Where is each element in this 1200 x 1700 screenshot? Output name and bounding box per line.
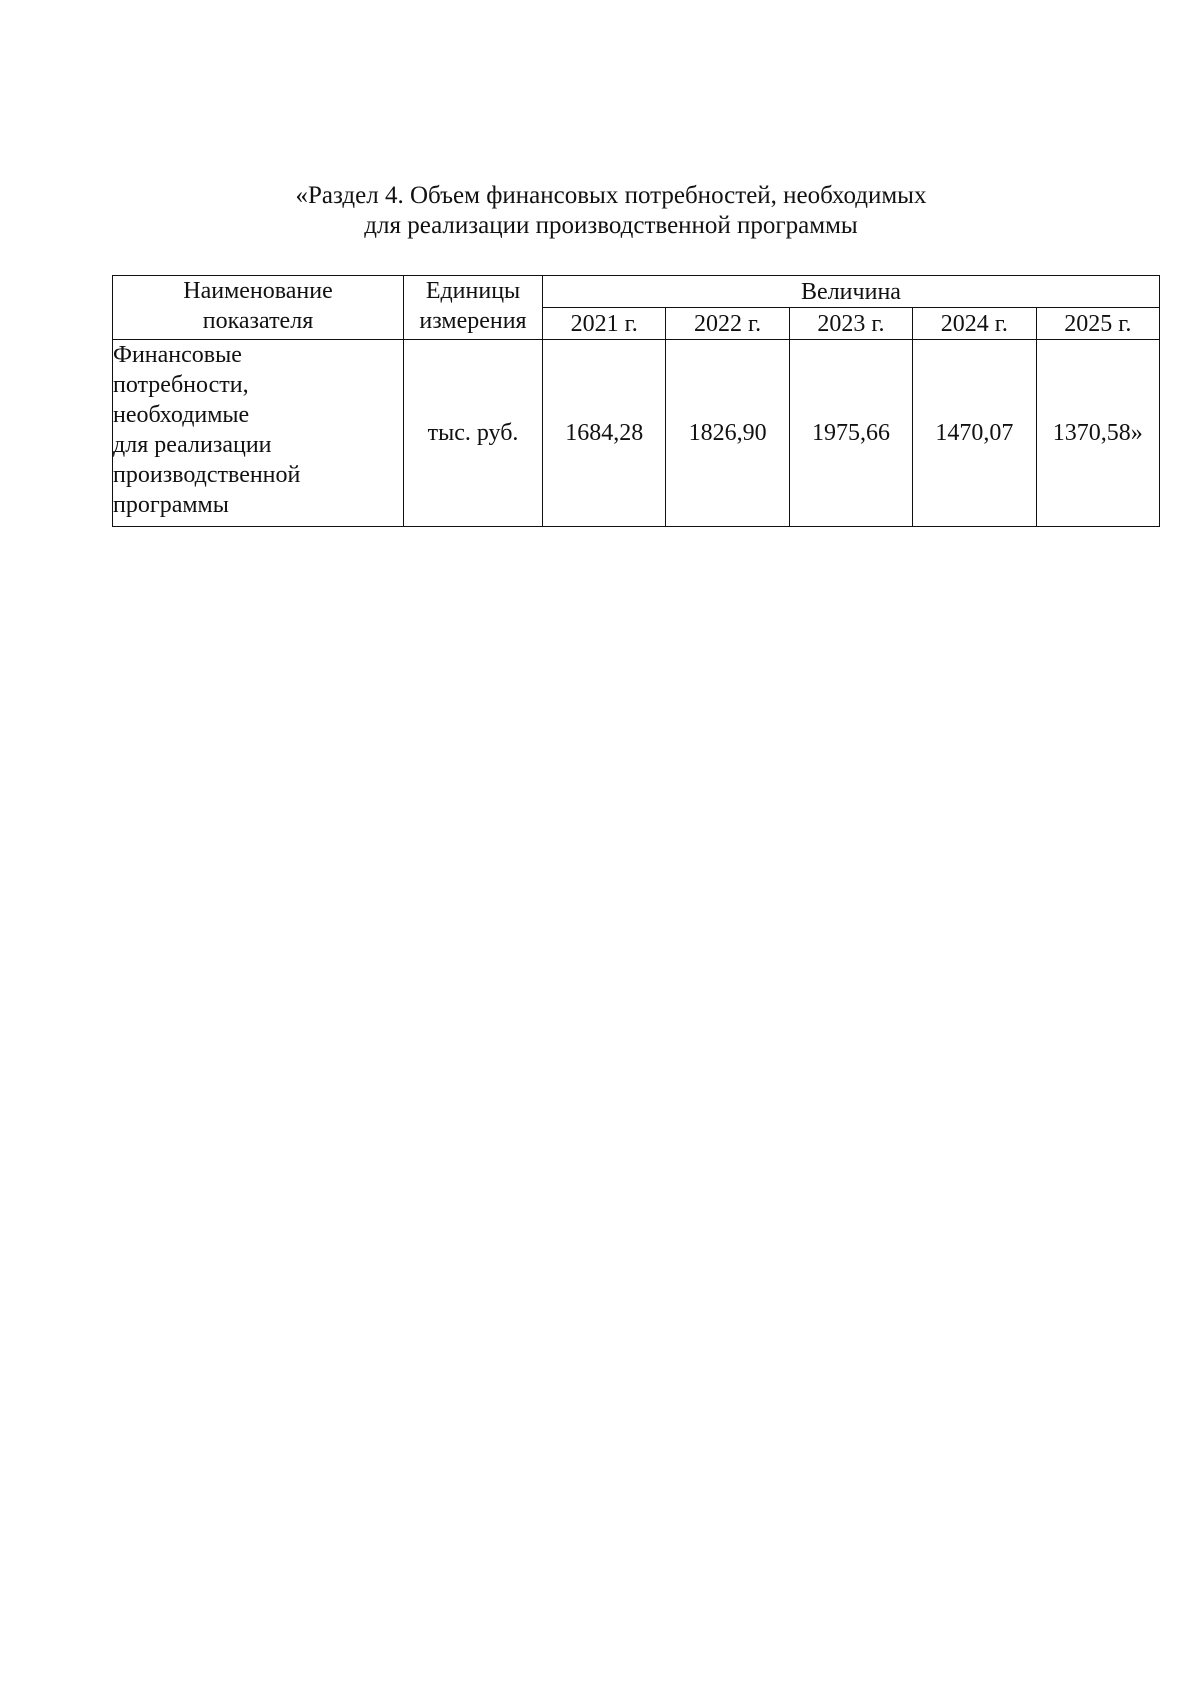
section-title-line-1: «Раздел 4. Объем финансовых потребностей, необходимых <box>295 182 927 209</box>
row-value-2023: 1975,66 <box>789 340 912 527</box>
header-value-group: Величина <box>543 276 1160 308</box>
header-year-2024: 2024 г. <box>913 308 1036 340</box>
row-value-2022: 1826,90 <box>666 340 789 527</box>
row-unit: тыс. руб. <box>404 340 543 527</box>
row-indicator-name: Финансовые потребности, необходимые для реализации производственной программы <box>113 340 404 527</box>
header-year-2023: 2023 г. <box>789 308 912 340</box>
financial-needs-table <box>112 275 1160 527</box>
section-title <box>0 181 1200 241</box>
header-year-2022: 2022 г. <box>666 308 789 340</box>
header-year-2025: 2025 г. <box>1036 308 1159 340</box>
table-row <box>113 340 1160 527</box>
table-header-row <box>113 276 1160 308</box>
header-year-2021: 2021 г. <box>543 308 666 340</box>
row-value-2024: 1470,07 <box>913 340 1036 527</box>
header-unit: Единицы измерения <box>404 276 543 340</box>
header-indicator-name: Наименование показателя <box>113 276 404 340</box>
row-value-2021: 1684,28 <box>543 340 666 527</box>
row-value-2025: 1370,58» <box>1036 340 1159 527</box>
section-title-line-2: для реализации производственной программы <box>364 212 858 239</box>
